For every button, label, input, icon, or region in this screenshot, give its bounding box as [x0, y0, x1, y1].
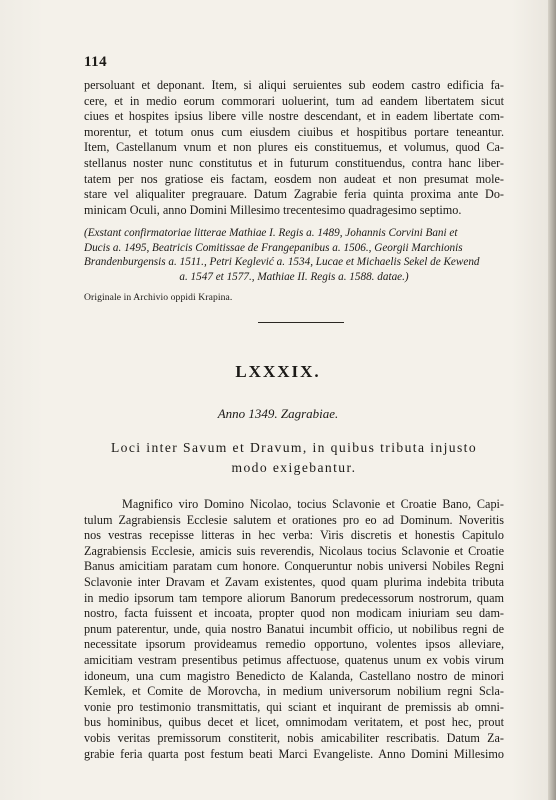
- text-line: Zagrabiensis Ecclesie, amicis suis reverendis, Nicolaus tocius Sclavonie et Croatie: [84, 543, 504, 558]
- text-line: amicitiam vestram presentibus petimus affectuose, quatenus unum ex vobis virum: [84, 652, 504, 667]
- document-number: LXXXIX.: [235, 362, 321, 381]
- text-line: ciues et hospites ipsius libere ville nostre descendant, et in eadem libertate com-: [84, 109, 504, 124]
- page-number: 114: [84, 54, 108, 70]
- origin-note: Originale in Archivio oppidi Krapina.: [84, 292, 233, 303]
- text-line: grabie feria quarta post festum beati Marci Evangeliste. Anno Domini Millesimo: [84, 746, 504, 761]
- text-line: necessitate ipsorum provideamus remedio opportuno, volentes ipsos alleviare,: [84, 637, 504, 652]
- document-title: [84, 438, 504, 478]
- text-line: Magnifico viro Domino Nicolao, tocius Sclavonie et Croatie Bano, Capi-: [122, 497, 504, 511]
- text-line: Sclavonie inter Dravam et Zavam existentes, quod quam plurima indebita tributa: [84, 574, 504, 589]
- text-line: nos vestras recepisse litteras in hec verba: Viris discretis et honestis Capitulo: [84, 528, 504, 543]
- text-line: in medio ipsorum tam tempore aliorum Banorum predecessorum nostrorum, quam: [84, 590, 504, 605]
- text-line: stare vel aliqualiter pregrauare. Datum Zagrabie feria quinta proxima ante Do-: [84, 187, 504, 202]
- continued-paragraph: [84, 78, 504, 218]
- text-line: stellanus noster nunc constitutus et in futurum constituendus, contra hanc liber-: [84, 155, 504, 170]
- text-line: bus hominibus, quibus decet et licet, omnimodam veritatem, et post hec, prout: [84, 715, 504, 730]
- text-line: tatem per nos gratiose eis factam, eosdem non audeat et non presumat mole-: [84, 171, 504, 186]
- text-line: vobis veritas premissorum constiterit, nobis amicabiliter rescribatis. Datum Za-: [84, 730, 504, 745]
- page-edge-shadow: [548, 0, 556, 800]
- text-line: nostro, facta fuissent et incoata, propter quod non modicam iniuriam seu dam-: [84, 606, 504, 621]
- confirmation-note: [84, 226, 504, 284]
- text-line: Item, Castellanum vnum et non plures eis constituemus, et volumus, quod Ca-: [84, 140, 504, 155]
- text-line: minicam Oculi, anno Domini Millesimo trecentesimo quadragesimo septimo.: [84, 202, 462, 217]
- note-line: Ducis a. 1495, Beatricis Comitissae de Frangepanibus a. 1506., Georgii Marchionis: [84, 241, 463, 254]
- section-divider: [258, 322, 344, 323]
- text-line: idoneum, una cum magistro Benedicto de Kalanda, Castellano nostro de minori: [84, 668, 504, 683]
- text-line: Banus amicitiam paratam cum honore. Conqueruntur nobis universi Nobiles Regni: [84, 559, 504, 574]
- text-line: morentur, et totum onus cum eiusdem ciuibus et hospitibus portare teneantur.: [84, 124, 504, 139]
- text-line: vonie pro testimonio transmittatis, qui sciant et inquirant de premissis ab omni-: [84, 699, 504, 714]
- title-line: modo exigebantur.: [231, 460, 357, 475]
- text-line: tulum Zagrabiensis Ecclesie salutem et orationes pro eo ad Dominum. Noveritis: [84, 512, 504, 527]
- text-line: cere, et in medio eorum commorari uoluerint, tum ad eandem libertatem sicut: [84, 93, 504, 108]
- text-line: Kemlek, et Comite de Morovcha, in medium universorum nobilium regni Scla-: [84, 684, 504, 699]
- document-text: [84, 497, 504, 762]
- note-line: a. 1547 et 1577., Mathiae II. Regis a. 1588. datae.): [179, 270, 409, 283]
- note-line: Brandenburgensis a. 1511., Petri Keglević a. 1534, Lucae et Michaelis Sekel de Kewend: [84, 256, 480, 269]
- title-line: Loci inter Savum et Dravum, in quibus tributa injusto: [110, 440, 478, 455]
- note-line: (Exstant confirmatoriae litterae Mathiae I. Regis a. 1489, Johannis Corvini Bani et: [84, 227, 458, 239]
- text-line: persoluant et deponant. Item, si aliqui seruientes sub eodem castro edificia fa-: [84, 78, 504, 92]
- document-date: Anno 1349. Zagrabiae.: [217, 406, 339, 421]
- text-line: pnum paterentur, unde, quia nostro Banatui incumbit officio, ut nobilibus regni de: [84, 621, 504, 636]
